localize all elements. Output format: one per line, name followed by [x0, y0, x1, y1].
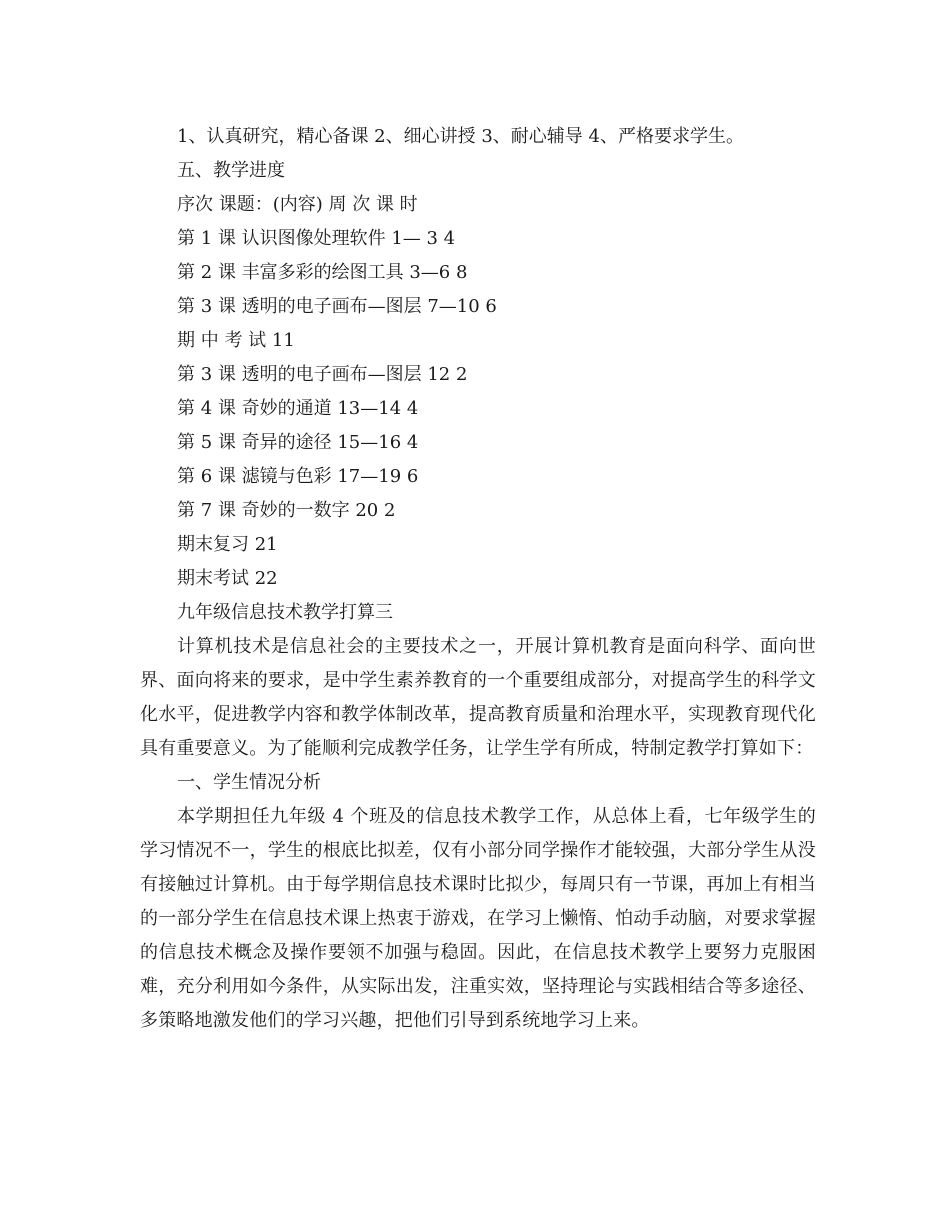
schedule-row: 第 1 课 认识图像处理软件 1— 3 4 [177, 228, 456, 249]
schedule-row: 第 4 课 奇妙的通道 13—14 4 [177, 398, 419, 419]
section-heading: 五、教学进度 [177, 160, 285, 181]
intro-paragraph: 计算机技术是信息社会的主要技术之一，开展计算机教育是面向科学、面向世界、面向将来的要求，是中学生素养教育的一个重要组成部分，对提高学生的科学文化水平，促进教学内容和教学体制改革，提高教育质量和治理水平，实现教育现代化具有重要意义。为了能顺利完成教学任务，让学生学有所成，特制定教学打算如下： [140, 636, 816, 759]
section-heading: 一、学生情况分析 [177, 772, 321, 793]
schedule-row: 期末复习 21 [177, 534, 278, 555]
schedule-row: 期 中 考 试 11 [177, 330, 295, 351]
analysis-paragraph: 本学期担任九年级 4 个班及的信息技术教学工作，从总体上看，七年级学生的学习情况不一，学生的根底比拟差，仅有小部分同学操作才能较强，大部分学生从没有接触过计算机。由于每学期信息技术课时比拟少，每周只有一节课，再加上有相当的一部分学生在信息技术课上热衷于游戏，在学习上懒惰、怕动手动脑，对要求掌握的信息技术概念及操作要领不加强与稳固。因此，在信息技术教学上要努力克服困难，充分利用如今条件，从实际出发，注重实效，坚持理论与实践相结合等多途径、多策略地激发他们的学习兴趣，把他们引导到系统地学习上来。 [140, 806, 816, 1031]
schedule-row: 第 2 课 丰富多彩的绘图工具 3—6 8 [177, 262, 468, 283]
schedule-row: 第 3 课 透明的电子画布—图层 7—10 6 [177, 296, 497, 317]
schedule-header: 序次 课题：(内容) 周 次 课 时 [177, 194, 418, 215]
schedule-row: 期末考试 22 [177, 568, 278, 589]
text-line: 1、认真研究，精心备课 2、细心讲授 3、耐心辅导 4、严格要求学生。 [177, 126, 744, 147]
schedule-row: 第 7 课 奇妙的一数字 20 2 [177, 500, 396, 521]
document-subtitle: 九年级信息技术教学打算三 [177, 602, 393, 623]
schedule-row: 第 3 课 透明的电子画布—图层 12 2 [177, 364, 468, 385]
schedule-row: 第 5 课 奇异的途径 15—16 4 [177, 432, 419, 453]
document-body [140, 120, 816, 1038]
schedule-row: 第 6 课 滤镜与色彩 17—19 6 [177, 466, 419, 487]
